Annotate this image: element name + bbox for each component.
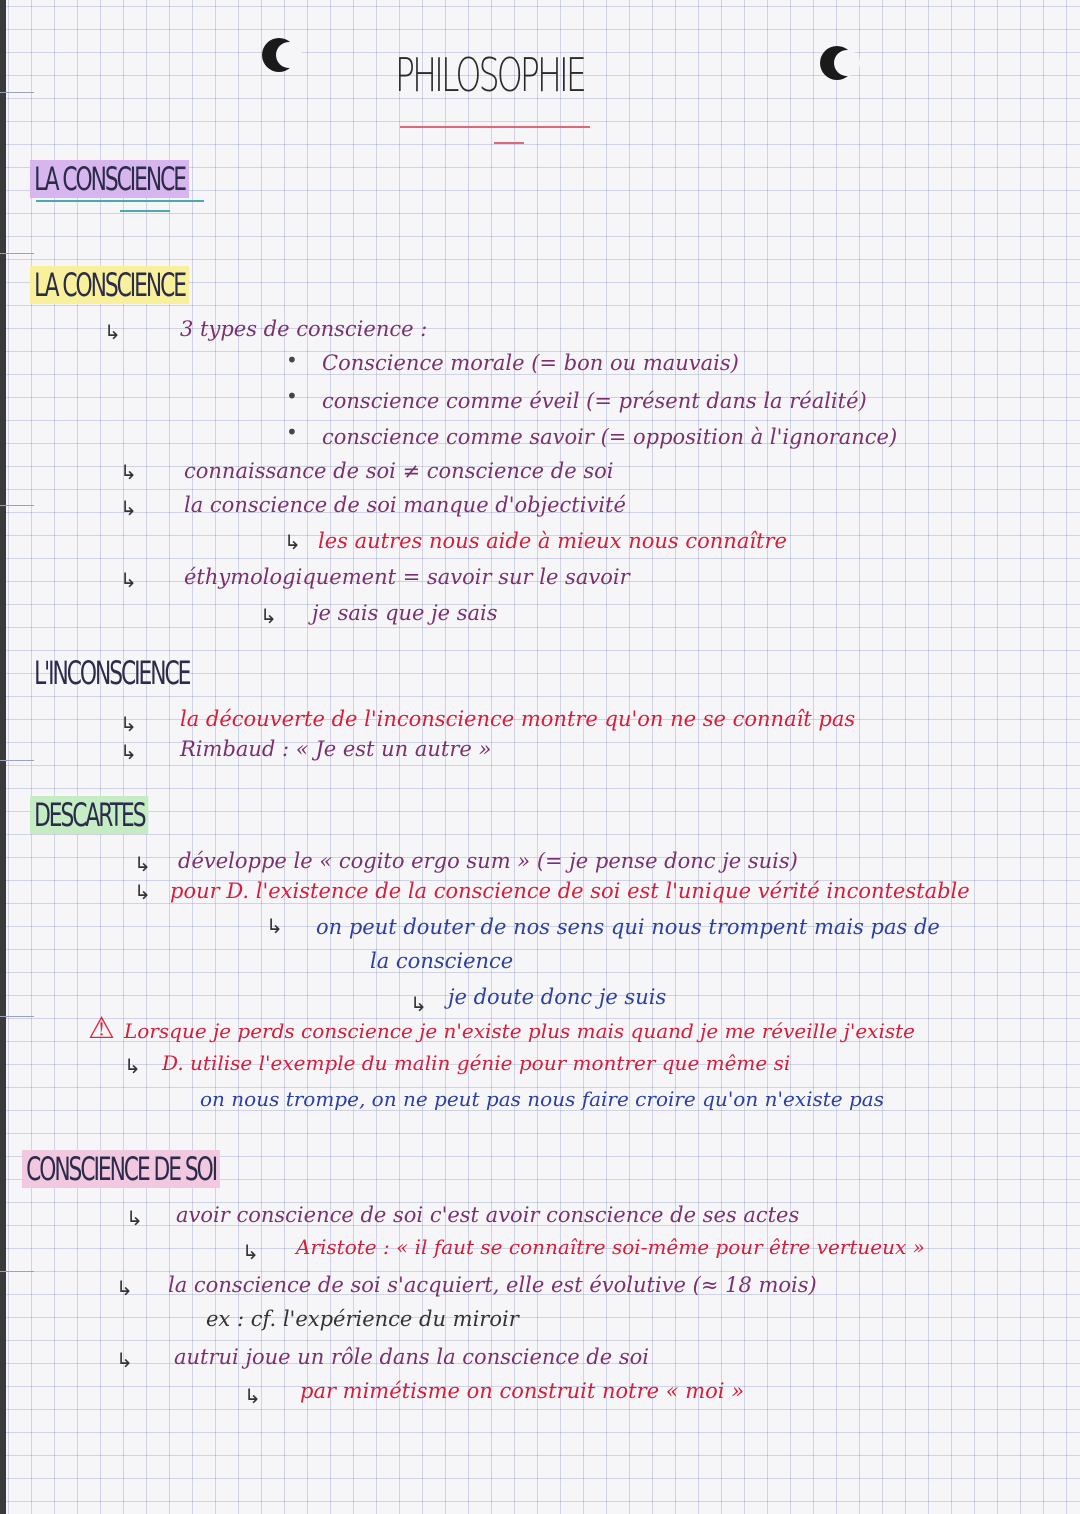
main-heading: LA CONSCIENCE: [30, 160, 189, 198]
heading-underline: [120, 210, 170, 212]
types-label: 3 types de conscience :: [180, 317, 428, 341]
page-title: PHILOSOPHIE: [395, 48, 584, 102]
margin-tick: [0, 505, 34, 506]
arrow-icon: ↳: [120, 496, 137, 520]
arrow-icon: ↳: [120, 712, 137, 736]
arrow-icon: ↳: [134, 852, 151, 876]
arrow-icon: ↳: [120, 740, 137, 764]
section-heading-inconscience: L'INCONSCIENCE: [34, 654, 190, 692]
descartes-line: développe le « cogito ergo sum » (= je pense donc je suis): [178, 849, 798, 873]
title-underline: [400, 126, 590, 128]
arrow-icon: ↳: [410, 992, 427, 1016]
arrow-icon: ↳: [116, 1348, 133, 1372]
descartes-subline: on peut douter de nos sens qui nous trompent mais pas de: [316, 915, 940, 939]
section-heading-conscience: LA CONSCIENCE: [30, 266, 189, 304]
soi-subline: par mimétisme on construit notre « moi »: [300, 1379, 745, 1403]
margin-line: [0, 0, 6, 1514]
inconscience-line: Rimbaud : « Je est un autre »: [180, 737, 492, 761]
arrow-icon: ↳: [242, 1240, 259, 1264]
soi-line: autrui joue un rôle dans la conscience de soi: [174, 1345, 649, 1369]
descartes-warning: Lorsque je perds conscience je n'existe plus mais quand je me réveille j'existe: [124, 1019, 915, 1043]
margin-tick: [0, 760, 34, 761]
arrow-icon: ↳: [120, 460, 137, 484]
soi-line: la conscience de soi s'acquiert, elle est évolutive (≈ 18 mois): [168, 1273, 817, 1297]
section-heading-soi: CONSCIENCE DE SOI: [22, 1150, 220, 1188]
bullet-icon: •: [286, 420, 298, 444]
arrow-icon: ↳: [124, 1054, 141, 1078]
arrow-icon: ↳: [120, 568, 137, 592]
arrow-icon: ↳: [126, 1206, 143, 1230]
descartes-subline: je doute donc je suis: [448, 985, 667, 1009]
arrow-icon: ↳: [116, 1276, 133, 1300]
conscience-line: la conscience de soi manque d'objectivité: [184, 493, 626, 517]
warning-icon: ⚠: [88, 1011, 115, 1046]
bullet-icon: •: [286, 348, 298, 372]
title-underline: [494, 142, 524, 144]
margin-tick: [0, 253, 34, 254]
conscience-subline: je sais que je sais: [312, 601, 498, 625]
inconscience-line: la découverte de l'inconscience montre qu'on ne se connaît pas: [180, 707, 856, 731]
margin-tick: [0, 1016, 34, 1017]
arrow-icon: ↳: [266, 914, 283, 938]
arrow-icon: ↳: [244, 1384, 261, 1408]
margin-tick: [0, 92, 34, 93]
soi-subline: Aristote : « il faut se connaître soi-même pour être vertueux »: [296, 1235, 925, 1259]
descartes-subline: la conscience: [370, 949, 514, 973]
conscience-line: éthymologiquement = savoir sur le savoir: [184, 565, 630, 589]
descartes-line: D. utilise l'exemple du malin génie pour montrer que même si: [162, 1051, 791, 1075]
bullet-icon: •: [286, 384, 298, 408]
margin-tick: [0, 1271, 34, 1272]
soi-line: avoir conscience de soi c'est avoir conscience de ses actes: [176, 1203, 800, 1227]
arrow-icon: ↳: [104, 320, 121, 344]
arrow-icon: ↳: [260, 604, 277, 628]
section-heading-descartes: DESCARTES: [30, 796, 149, 834]
conscience-subline: les autres nous aide à mieux nous connaître: [318, 529, 787, 553]
arrow-icon: ↳: [134, 880, 151, 904]
punch-hole-icon: [820, 46, 854, 80]
descartes-subline: on nous trompe, on ne peut pas nous faire croire qu'on n'existe pas: [200, 1087, 884, 1111]
type-item: conscience comme savoir (= opposition à l'ignorance): [322, 425, 898, 449]
soi-example: ex : cf. l'expérience du miroir: [206, 1307, 519, 1331]
conscience-line: connaissance de soi ≠ conscience de soi: [184, 459, 614, 483]
type-item: conscience comme éveil (= présent dans la réalité): [322, 389, 867, 413]
heading-underline: [36, 200, 204, 202]
type-item: Conscience morale (= bon ou mauvais): [322, 351, 739, 375]
punch-hole-icon: [262, 38, 296, 72]
descartes-line: pour D. l'existence de la conscience de soi est l'unique vérité incontestable: [170, 879, 970, 903]
arrow-icon: ↳: [284, 530, 301, 554]
